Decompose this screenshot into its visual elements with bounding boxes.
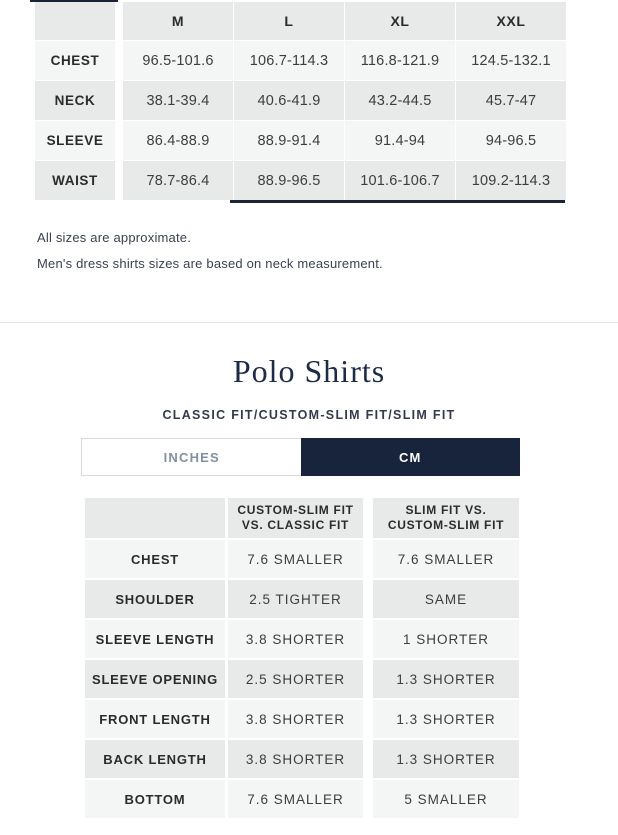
section-divider	[0, 322, 618, 323]
size-notes	[37, 230, 383, 282]
fit-value-cell: 1 SHORTER	[373, 620, 519, 658]
fit-value-cell: 3.8 SHORTER	[228, 700, 372, 738]
fit-row-label: FRONT LENGTH	[85, 700, 227, 738]
size-value-cell: 38.1-39.4	[123, 81, 233, 120]
size-value-cell: 86.4-88.9	[123, 121, 233, 160]
size-column-header-xl: XL	[345, 2, 455, 40]
size-value-cell: 109.2-114.3	[456, 161, 566, 200]
fit-row-label: SLEEVE OPENING	[85, 660, 227, 698]
unit-option-cm[interactable]: CM	[301, 438, 521, 476]
size-value-cell: 101.6-106.7	[345, 161, 455, 200]
fit-row-label: SLEEVE LENGTH	[85, 620, 227, 658]
fit-comparison-table	[85, 498, 519, 818]
unit-toggle	[81, 438, 520, 476]
fit-row-label: BOTTOM	[85, 780, 227, 818]
size-row-label: SLEEVE	[35, 121, 122, 160]
page-title: Polo Shirts	[232, 353, 386, 389]
fit-table-corner-cell	[85, 498, 227, 538]
size-column-header-l: L	[234, 2, 344, 40]
fit-row-label: BACK LENGTH	[85, 740, 227, 778]
size-value-cell: 88.9-96.5	[234, 161, 344, 200]
mens-size-table	[35, 2, 566, 200]
fit-value-cell: SAME	[373, 580, 519, 618]
size-value-cell: 94-96.5	[456, 121, 566, 160]
fit-value-cell: 1.3 SHORTER	[373, 700, 519, 738]
fit-column-header-line: VS. CLASSIC FIT	[241, 518, 350, 532]
fit-value-cell: 1.3 SHORTER	[373, 740, 519, 778]
size-value-cell: 88.9-91.4	[234, 121, 344, 160]
size-value-cell: 116.8-121.9	[345, 41, 455, 80]
note-text: Men's dress shirts sizes are based on neck measurement.	[37, 256, 383, 271]
size-row-label: WAIST	[35, 161, 122, 200]
fit-column-header-slim	[373, 498, 519, 538]
fit-value-cell: 7.6 SMALLER	[228, 540, 372, 578]
size-value-cell: 124.5-132.1	[456, 41, 566, 80]
fit-value-cell: 2.5 TIGHTER	[228, 580, 372, 618]
fit-value-cell: 3.8 SHORTER	[228, 740, 372, 778]
fit-value-cell: 1.3 SHORTER	[373, 660, 519, 698]
size-value-cell: 96.5-101.6	[123, 41, 233, 80]
size-row-label: CHEST	[35, 41, 122, 80]
note-text: All sizes are approximate.	[37, 230, 192, 245]
fit-value-cell: 3.8 SHORTER	[228, 620, 372, 658]
fit-column-header-line: CUSTOM-SLIM FIT	[237, 503, 354, 517]
fit-value-cell: 7.6 SMALLER	[228, 780, 372, 818]
fit-row-label: SHOULDER	[85, 580, 227, 618]
size-value-cell: 78.7-86.4	[123, 161, 233, 200]
fit-value-cell: 2.5 SHORTER	[228, 660, 372, 698]
size-value-cell: 40.6-41.9	[234, 81, 344, 120]
size-table-corner-cell	[35, 2, 122, 40]
fit-value-cell: 7.6 SMALLER	[373, 540, 519, 578]
fit-column-header-line: SLIM FIT VS.	[405, 503, 487, 517]
size-value-cell: 106.7-114.3	[234, 41, 344, 80]
size-column-header-xxl: XXL	[456, 2, 566, 40]
section-subtitle: CLASSIC FIT/CUSTOM-SLIM FIT/SLIM FIT	[162, 408, 456, 422]
size-table-scroll-thumb[interactable]	[230, 200, 565, 203]
size-row-label: NECK	[35, 81, 122, 120]
unit-option-inches[interactable]: INCHES	[82, 439, 302, 475]
size-value-cell: 43.2-44.5	[345, 81, 455, 120]
fit-value-cell: 5 SMALLER	[373, 780, 519, 818]
size-value-cell: 91.4-94	[345, 121, 455, 160]
size-value-cell: 45.7-47	[456, 81, 566, 120]
fit-column-header-custom-slim	[228, 498, 372, 538]
fit-column-header-line: CUSTOM-SLIM FIT	[387, 518, 505, 532]
fit-row-label: CHEST	[85, 540, 227, 578]
size-column-header-m: M	[123, 2, 233, 40]
